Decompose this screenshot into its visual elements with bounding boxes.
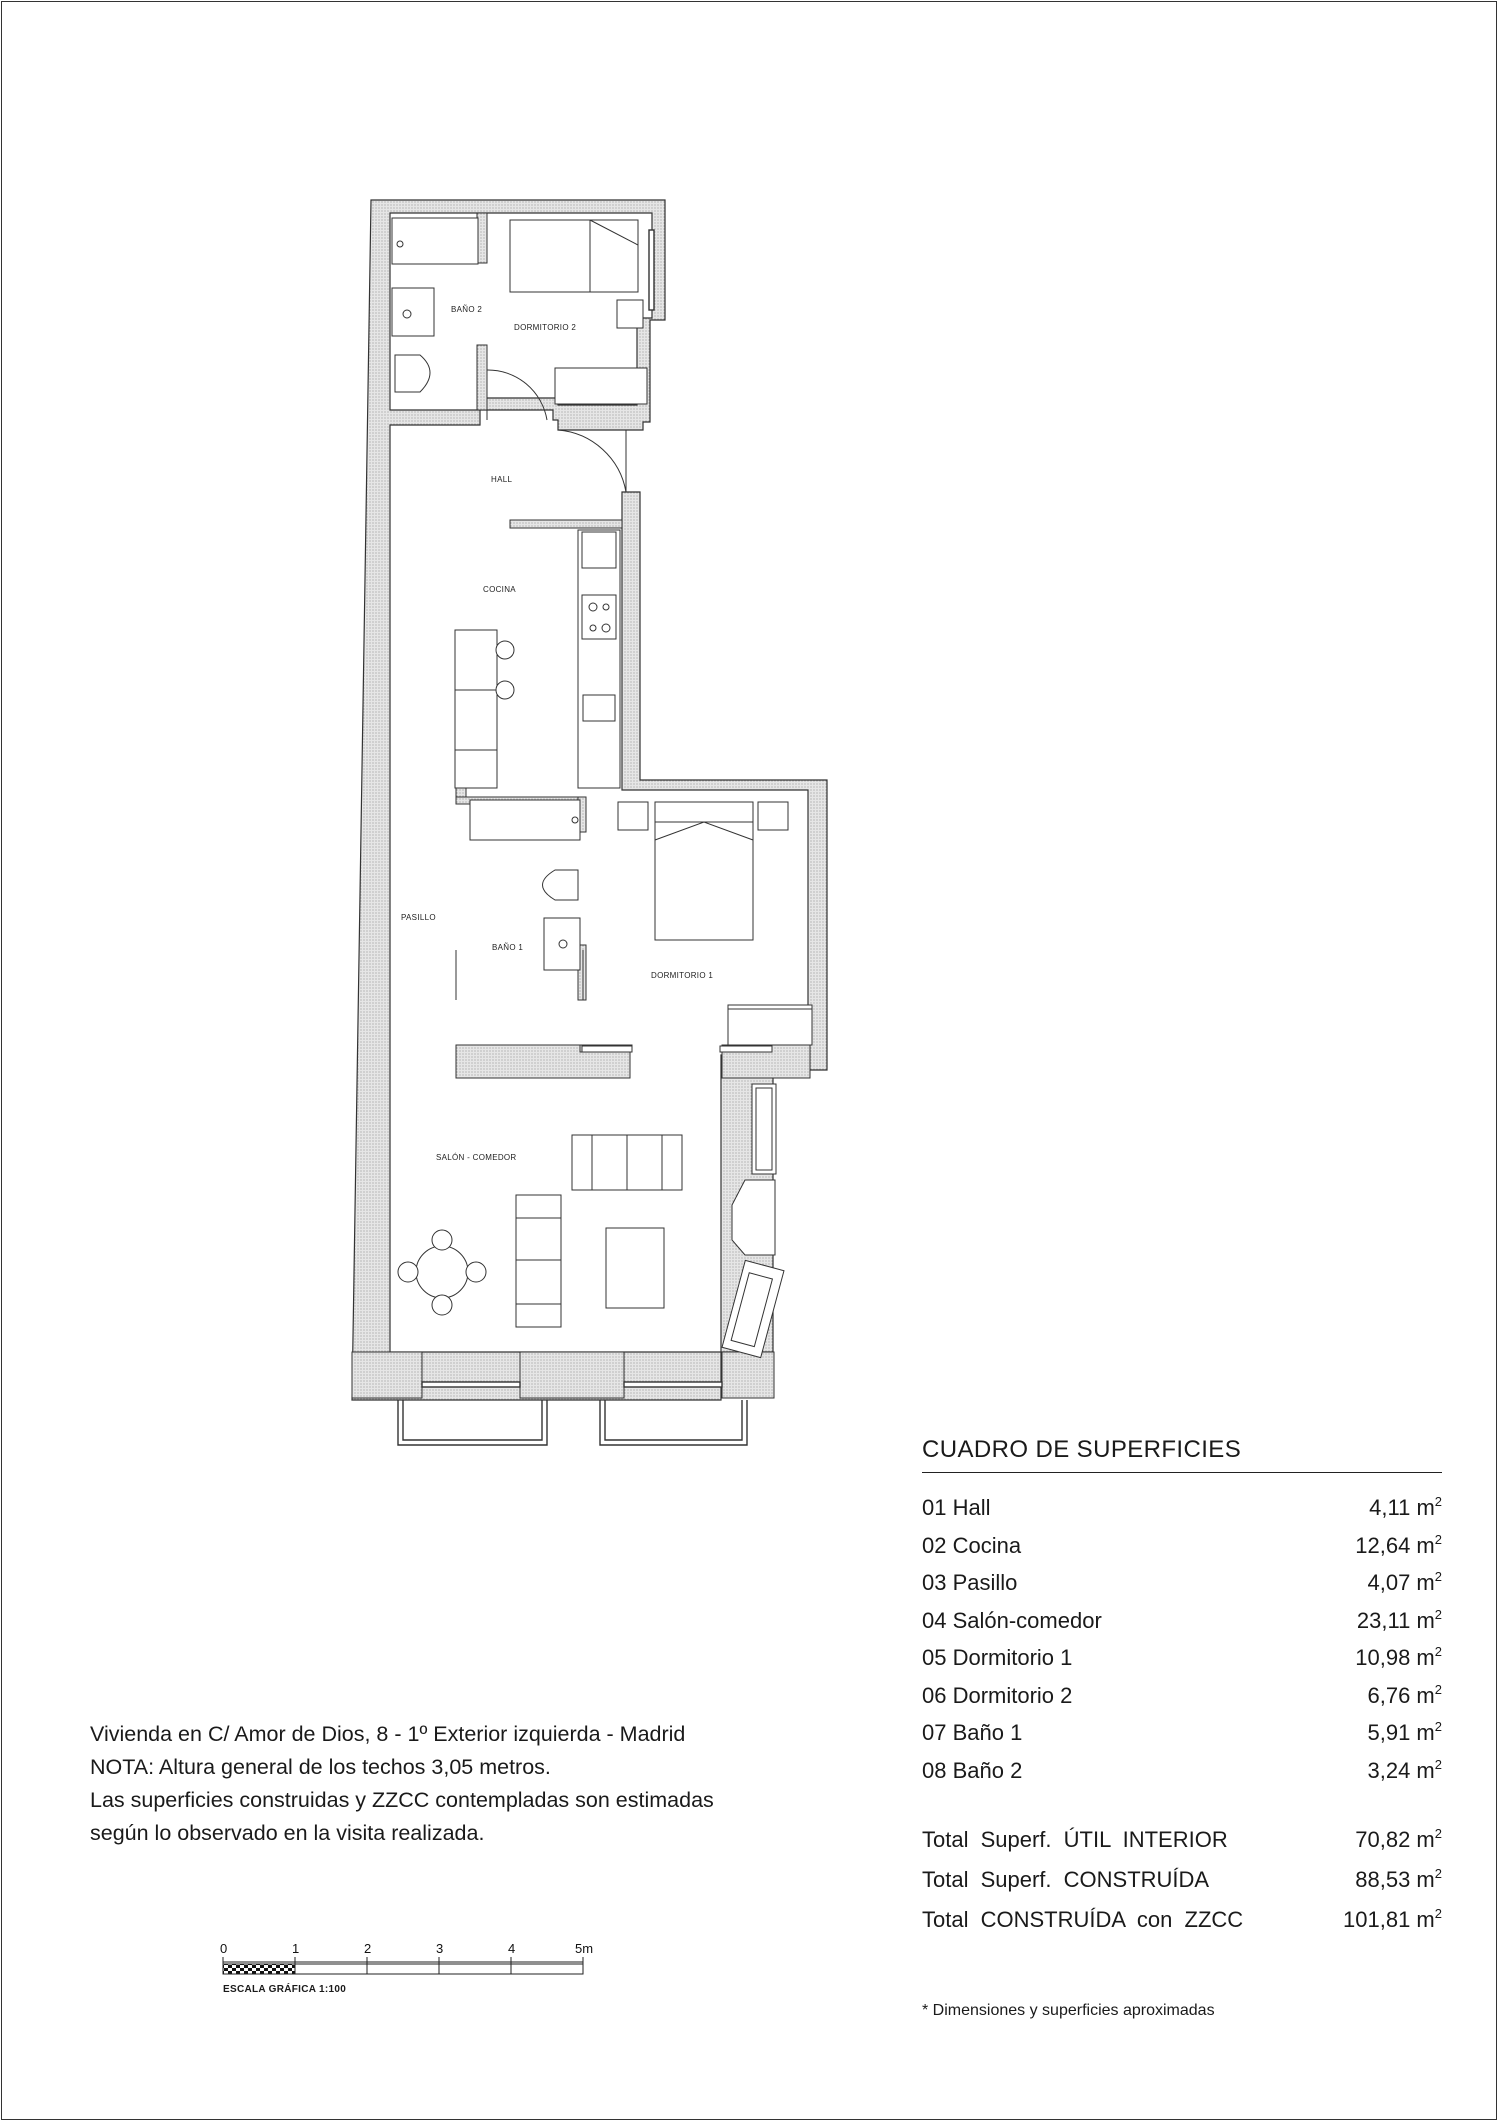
- label-bano2: BAÑO 2: [451, 305, 483, 314]
- scale-tick: 2: [364, 1941, 372, 1956]
- bano1-fixtures: [470, 800, 580, 970]
- surface-label: 02 Cocina: [922, 1532, 1022, 1558]
- dormitorio2-furniture: [510, 220, 647, 404]
- scale-caption: ESCALA GRÁFICA 1:100: [223, 1984, 347, 1995]
- surface-row: [922, 1639, 1442, 1677]
- surface-value: 12,64 $m^2$: [1355, 1531, 1442, 1558]
- note-line: según lo observado en la visita realizada.: [90, 1821, 485, 1845]
- label-pasillo: PASILLO: [401, 913, 436, 922]
- surface-row: [922, 1714, 1442, 1752]
- total-row: [922, 1820, 1442, 1860]
- total-value: 101,81 $m^2$: [1343, 1906, 1442, 1932]
- label-bano1: BAÑO 1: [492, 943, 524, 952]
- surface-row: [922, 1527, 1442, 1565]
- surface-value: 6,76 $m^2$: [1367, 1681, 1442, 1708]
- surface-row: [922, 1602, 1442, 1640]
- surfaces-table: [922, 1436, 1442, 1940]
- label-salon: SALÓN - COMEDOR: [436, 1153, 517, 1162]
- surface-label: 07 Baño 1: [922, 1720, 1023, 1745]
- surface-row: [922, 1489, 1442, 1527]
- surface-value: 10,98 $m^2$: [1355, 1644, 1442, 1670]
- surface-value: 5,91 $m^2$: [1367, 1719, 1442, 1745]
- surface-label: 04 Salón-comedor: [922, 1607, 1102, 1633]
- scale-tick: 4: [508, 1941, 516, 1956]
- scale-tick: 1: [292, 1941, 300, 1956]
- surfaces-totals: [922, 1820, 1442, 1940]
- surfaces-title: CUADRO DE SUPERFICIES: [922, 1436, 1442, 1473]
- notes-block: [90, 1718, 870, 1850]
- surfaces-footnote: * Dimensiones y superficies aproximadas: [922, 2002, 1215, 2019]
- surface-value: 23,11 $m^2$: [1356, 1606, 1442, 1633]
- room-labels: [401, 305, 713, 1162]
- total-row: [922, 1900, 1442, 1940]
- total-value: 88,53 $m^2$: [1355, 1866, 1442, 1892]
- surface-value: 4,07 $m^2$: [1367, 1569, 1442, 1595]
- scale-tick: 3: [436, 1941, 444, 1956]
- label-hall: HALL: [491, 475, 513, 484]
- label-dormitorio2: DORMITORIO 2: [514, 323, 577, 332]
- surface-label: 03 Pasillo: [922, 1570, 1018, 1595]
- note-line: Las superficies construidas y ZZCC contempladas son estimadas: [90, 1788, 714, 1812]
- label-cocina: COCINA: [483, 585, 516, 594]
- surface-row: [922, 1752, 1442, 1790]
- surface-row: [922, 1677, 1442, 1715]
- total-value: 70,82 $m^2$: [1355, 1826, 1442, 1852]
- surface-label: 06 Dormitorio 2: [922, 1682, 1073, 1708]
- surface-label: 08 Baño 2: [922, 1757, 1023, 1783]
- note-line: NOTA: Altura general de los techos 3,05 metros.: [90, 1755, 551, 1779]
- total-label: Total CONSTRUÍDA con ZZCC: [922, 1907, 1244, 1932]
- surface-value: 4,11 $m^2$: [1369, 1494, 1442, 1520]
- total-label: Total Superf. CONSTRUÍDA: [922, 1867, 1210, 1892]
- total-row: [922, 1860, 1442, 1900]
- address-line: Vivienda en C/ Amor de Dios, 8 - 1º Exterior izquierda - Madrid: [90, 1722, 686, 1746]
- surface-row: [922, 1564, 1442, 1602]
- total-label: Total Superf. ÚTIL INTERIOR: [922, 1827, 1228, 1852]
- scale-tick: 5m: [575, 1941, 594, 1956]
- dormitorio1-furniture: [618, 802, 812, 1045]
- surface-label: 05 Dormitorio 1: [922, 1645, 1073, 1670]
- surface-label: 01 Hall: [922, 1495, 991, 1520]
- scale-bar: [220, 1935, 620, 1985]
- scale-tick: 0: [220, 1941, 228, 1956]
- surfaces-rows: [922, 1489, 1442, 1789]
- surface-value: 3,24 $m^2$: [1367, 1756, 1442, 1783]
- label-dormitorio1: DORMITORIO 1: [651, 971, 714, 980]
- cocina-furniture: [455, 530, 620, 788]
